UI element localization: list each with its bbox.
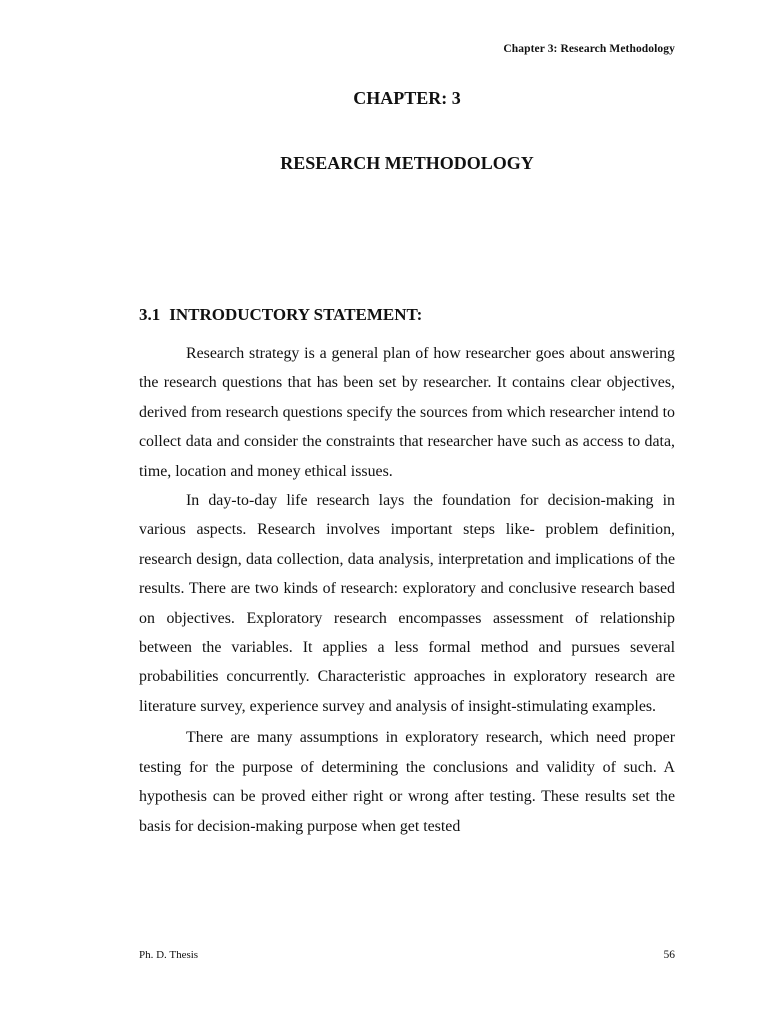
- footer-page-number: 56: [663, 949, 675, 961]
- paragraph-1: Research strategy is a general plan of how researcher goes about answering the research questions that has been set by researcher. It contains clear objectives, derived from research questions specify the sources from which researcher intend to collect data and consider the constraints that researcher have such as access to data, time, location and money ethical issues.: [139, 345, 675, 480]
- section-title: INTRODUCTORY STATEMENT:: [169, 305, 423, 324]
- paragraph-3: There are many assumptions in exploratory research, which need proper testing for the purpose of determining the conclusions and validity of such. A hypothesis can be proved either right or wrong after testing. These results set the basis for decision-making purpose when get tested: [139, 729, 675, 835]
- chapter-number: CHAPTER: 3: [353, 88, 461, 108]
- footer-thesis-label: Ph. D. Thesis: [139, 949, 199, 961]
- section-heading: [139, 305, 422, 325]
- paragraph-2: In day-to-day life research lays the foundation for decision-making in various aspects. Research involves important steps like- problem definition, research design, data collection, data analysis, interpretation and implications of the results. There are two kinds of research: exploratory and conclusive research based on objectives. Exploratory research encompasses assessment of relationship between the variables. It applies a less formal method and pursues several probabilities concurrently. Characteristic approaches in exploratory research are literature survey, experience survey and analysis of insight-stimulating examples.: [139, 492, 675, 715]
- body-text: [139, 339, 675, 841]
- section-number: 3.1: [139, 305, 161, 324]
- chapter-title: RESEARCH METHODOLOGY: [280, 153, 534, 173]
- running-header: Chapter 3: Research Methodology: [503, 43, 675, 55]
